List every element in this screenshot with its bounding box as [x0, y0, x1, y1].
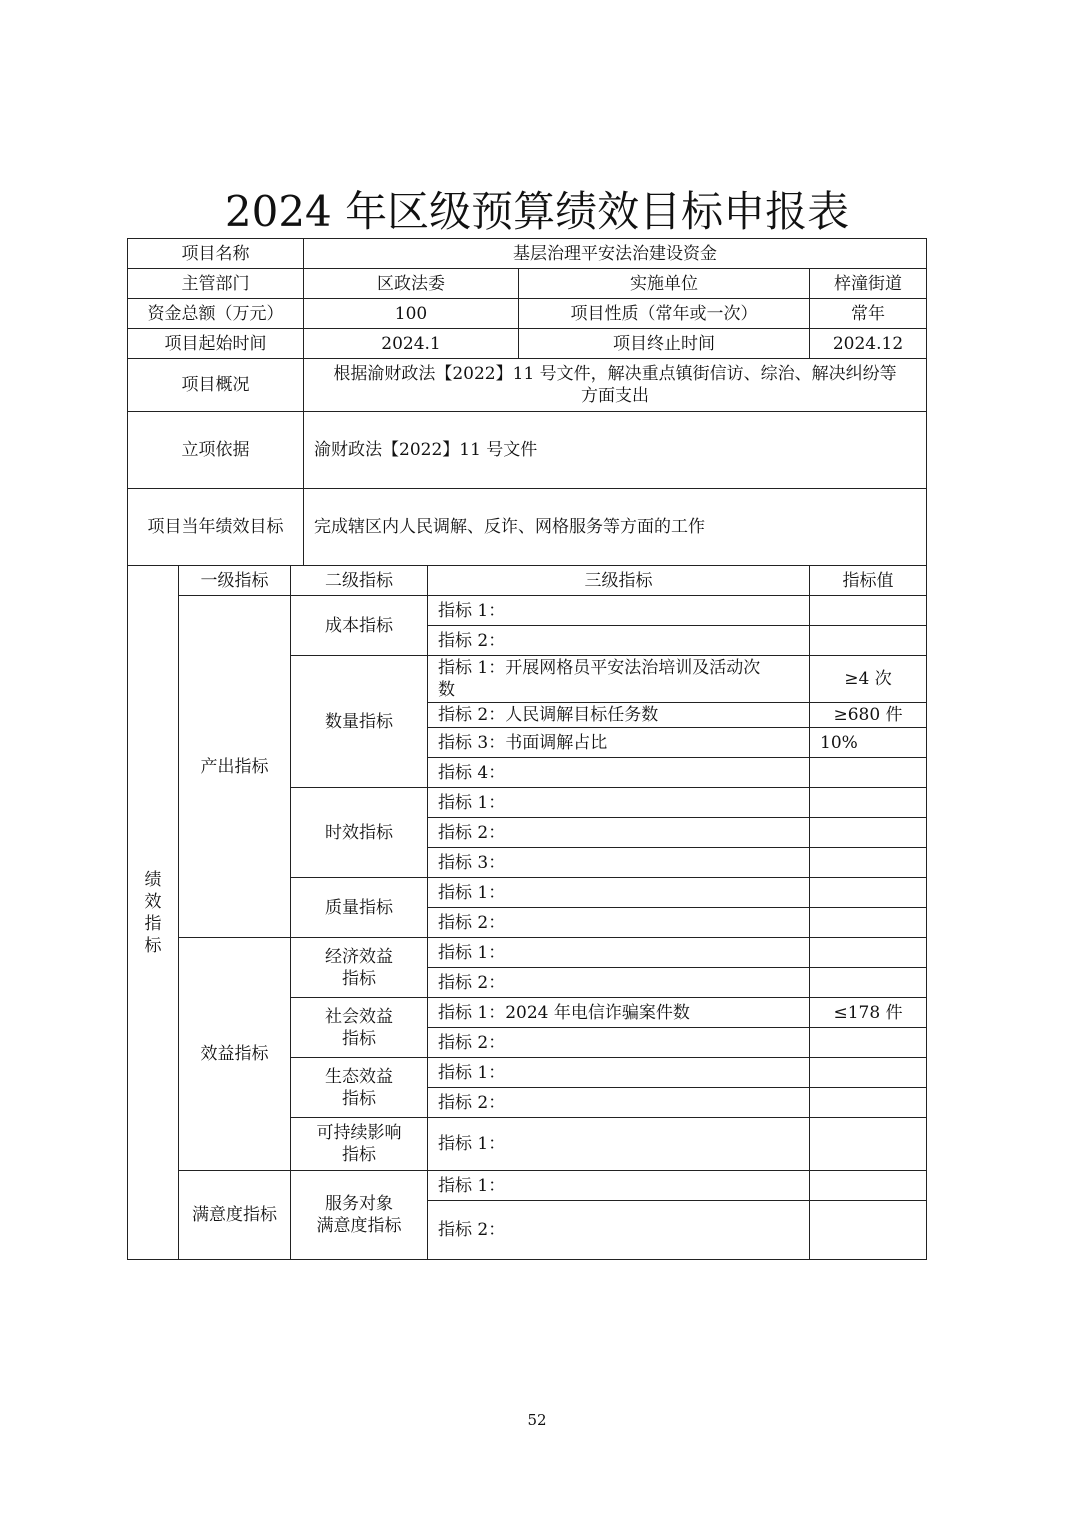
level2-line: 指标 [342, 1145, 376, 1165]
indicator-text: 指标 1： [428, 938, 810, 968]
row-goal [128, 489, 927, 566]
indicator-value [810, 1201, 927, 1260]
indicator-value: ≥4 次 [810, 656, 927, 703]
level2-timeliness: 时效指标 [291, 788, 428, 878]
indicator-value [810, 1118, 927, 1171]
basis-label: 立项依据 [128, 412, 304, 489]
indicator-text: 指标 1： [428, 1171, 810, 1201]
overview-line-2: 方面支出 [581, 386, 650, 406]
table-row [128, 1171, 927, 1201]
col-header-level2: 二级指标 [291, 566, 428, 596]
row-basis [128, 412, 927, 489]
start-value: 2024.1 [304, 329, 519, 359]
level2-quantity: 数量指标 [291, 656, 428, 788]
row-dates [128, 329, 927, 359]
indicator-value [810, 878, 927, 908]
level2-economic [291, 938, 428, 998]
indicator-text: 指标 4： [428, 758, 810, 788]
indicator-value [810, 938, 927, 968]
page-number: 52 [527, 1411, 547, 1429]
dept-label: 主管部门 [128, 269, 304, 299]
level2-line: 可持续影响 [316, 1123, 402, 1143]
indicator-text: 指标 2： [428, 818, 810, 848]
indicator-value [810, 596, 927, 626]
indicator-text: 指标 1： [428, 878, 810, 908]
level2-service-satisfaction [291, 1171, 428, 1260]
funds-value: 100 [304, 299, 519, 329]
overview-value [304, 359, 927, 412]
indicator-value [810, 1088, 927, 1118]
side-char: 指 [144, 913, 162, 934]
level2-sustainable [291, 1118, 428, 1171]
page-title: 2024 年区级预算绩效目标申报表 [224, 187, 850, 236]
indicator-value [810, 788, 927, 818]
indicator-text: 指标 1： [428, 1118, 810, 1171]
level1-benefit: 效益指标 [179, 938, 291, 1171]
indicator-text: 指标 3：书面调解占比 [428, 728, 810, 758]
level2-line: 生态效益 [325, 1066, 393, 1087]
funds-label: 资金总额（万元） [128, 299, 304, 329]
perf-side-label [128, 566, 179, 1260]
level2-line: 经济效益 [325, 946, 393, 967]
indicator-value [810, 818, 927, 848]
indicator-text: 指标 1：2024 年电信诈骗案件数 [428, 998, 810, 1028]
side-char: 标 [144, 935, 162, 956]
indicator-line: 指标 1：开展网格员平安法治培训及活动次 [438, 658, 761, 678]
indicator-value [810, 908, 927, 938]
row-dept [128, 269, 927, 299]
level2-cost: 成本指标 [291, 596, 428, 656]
indicator-text: 指标 1： [428, 596, 810, 626]
table-row [128, 938, 927, 968]
table-row [128, 596, 927, 626]
end-label: 项目终止时间 [519, 329, 810, 359]
goal-value: 完成辖区内人民调解、反诈、网格服务等方面的工作 [304, 489, 927, 566]
indicator-value: ≤178 件 [810, 998, 927, 1028]
level2-line: 服务对象 [325, 1194, 393, 1214]
side-char: 绩 [144, 869, 162, 890]
project-name-label: 项目名称 [128, 239, 304, 269]
row-perf-header [128, 566, 927, 596]
end-value: 2024.12 [810, 329, 927, 359]
basis-value: 渝财政法【2022】11 号文件 [304, 412, 927, 489]
indicator-value: ≥680 件 [810, 703, 927, 728]
level2-line: 指标 [342, 1028, 376, 1049]
indicator-text: 指标 3： [428, 848, 810, 878]
impl-label: 实施单位 [519, 269, 810, 299]
project-name-value: 基层治理平安法治建设资金 [304, 239, 927, 269]
indicator-value [810, 626, 927, 656]
indicator-value [810, 1028, 927, 1058]
level2-ecological [291, 1058, 428, 1118]
row-overview [128, 359, 927, 412]
col-header-value: 指标值 [810, 566, 927, 596]
indicator-text: 指标 1： [428, 1058, 810, 1088]
indicator-value: 10% [810, 728, 927, 758]
row-project-name [128, 239, 927, 269]
row-funds [128, 299, 927, 329]
start-label: 项目起始时间 [128, 329, 304, 359]
level2-line: 指标 [342, 968, 376, 989]
overview-label: 项目概况 [128, 359, 304, 412]
indicator-value [810, 968, 927, 998]
nature-label: 项目性质（常年或一次） [519, 299, 810, 329]
level2-social [291, 998, 428, 1058]
level1-satisfaction: 满意度指标 [179, 1171, 291, 1260]
side-char: 效 [144, 891, 162, 912]
col-header-level1: 一级指标 [179, 566, 291, 596]
impl-value: 梓潼街道 [810, 269, 927, 299]
overview-line-1: 根据渝财政法【2022】11 号文件，解决重点镇街信访、综治、解决纠纷等 [333, 364, 897, 384]
nature-value: 常年 [810, 299, 927, 329]
indicator-text: 指标 2： [428, 1201, 810, 1260]
col-header-level3: 三级指标 [428, 566, 810, 596]
goal-label: 项目当年绩效目标 [128, 489, 304, 566]
indicator-value [810, 758, 927, 788]
indicator-text: 指标 2： [428, 626, 810, 656]
indicator-value [810, 1171, 927, 1201]
budget-performance-table [127, 238, 927, 1260]
indicator-text: 指标 2： [428, 1088, 810, 1118]
dept-value: 区政法委 [304, 269, 519, 299]
level2-line: 指标 [342, 1088, 376, 1109]
level2-line: 满意度指标 [316, 1216, 402, 1236]
indicator-text [428, 656, 810, 703]
indicator-text: 指标 1： [428, 788, 810, 818]
level2-line: 社会效益 [325, 1006, 393, 1027]
indicator-text: 指标 2： [428, 1028, 810, 1058]
indicator-text: 指标 2： [428, 908, 810, 938]
level1-output: 产出指标 [179, 596, 291, 938]
indicator-text: 指标 2：人民调解目标任务数 [428, 703, 810, 728]
indicator-value [810, 848, 927, 878]
indicator-value [810, 1058, 927, 1088]
level2-quality: 质量指标 [291, 878, 428, 938]
indicator-text: 指标 2： [428, 968, 810, 998]
indicator-line: 数 [438, 680, 455, 700]
